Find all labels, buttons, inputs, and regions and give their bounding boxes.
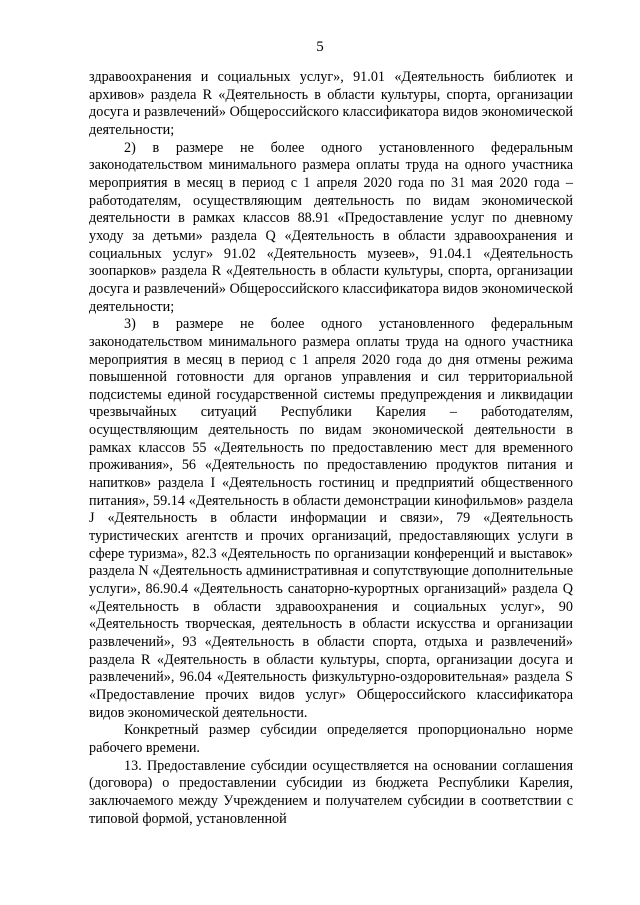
document-body (89, 69, 573, 828)
paragraph-item-3: 3) в размере не более одного установленного федеральным законодательством минимального размера оплаты труда на одного участника мероприятия в месяц в период с 1 апреля 2020 года до дня отмены режима повышенной готовности для органов управления и сил территориальной подсистемы единой государственной системы предупреждения и ликвидации чрезвычайных ситуаций Республики Карелия – работодателям, осуществляющим деятельность по видам экономической деятельности в рамках классов 55 «Деятельность по предоставлению мест для временного проживания», 56 «Деятельность по предоставлению продуктов питания и напитков» раздела I «Деятельность гостиниц и предприятий общественного питания», 59.14 «Деятельность в области демонстрации кинофильмов» раздела J «Деятельность в области информации и связи», 79 «Деятельность туристических агентств и прочих организаций, предоставляющих услуги в сфере туризма», 82.3 «Деятельность по организации конференций и выставок» раздела N «Деятельность административная и сопутствующие дополнительные услуги», 86.90.4 «Деятельность санаторно-курортных организаций» раздела Q «Деятельность в области здравоохранения и социальных услуг», 90 «Деятельность творческая, деятельность в области искусства и организации развлечений», 93 «Деятельность в области спорта, отдыха и развлечений» раздела R «Деятельность в области культуры, спорта, организации досуга и развлечений», 96.04 «Деятельность физкультурно-оздоровительная» раздела S «Предоставление прочих видов услуг» Общероссийского классификатора видов экономической деятельности. (89, 316, 573, 721)
paragraph-item-2: 2) в размере не более одного установленного федеральным законодательством минимального размера оплаты труда на одного участника мероприятия в месяц в период с 1 апреля 2020 года по 31 мая 2020 года – работодателям, осуществляющим деятельность по видам экономической деятельности в рамках классов 88.91 «Предоставление услуг по дневному уходу за детьми» раздела Q «Деятельность в области здравоохранения и социальных услуг» 91.02 «Деятельность музеев», 91.04.1 «Деятельность зоопарков» раздела R «Деятельность в области культуры, спорта, организации досуга и развлечений» Общероссийского классификатора видов экономической деятельности; (89, 139, 573, 315)
paragraph-continuation: здравоохранения и социальных услуг», 91.01 «Деятельность библиотек и архивов» раздела R «Деятельность в области культуры, спорта, организации досуга и развлечений» Общероссийского классификатора видов экономической деятельности; (89, 69, 573, 138)
paragraph-subsidy-amount: Конкретный размер субсидии определяется пропорционально норме рабочего времени. (89, 722, 573, 756)
page-number: 5 (316, 39, 324, 55)
paragraph-section-13: 13. Предоставление субсидии осуществляется на основании соглашения (договора) о предоставлении субсидии из бюджета Республики Карелия, заключаемого между Учреждением и получателем субсидии в соответствии с типовой формой, установленной (89, 757, 573, 827)
